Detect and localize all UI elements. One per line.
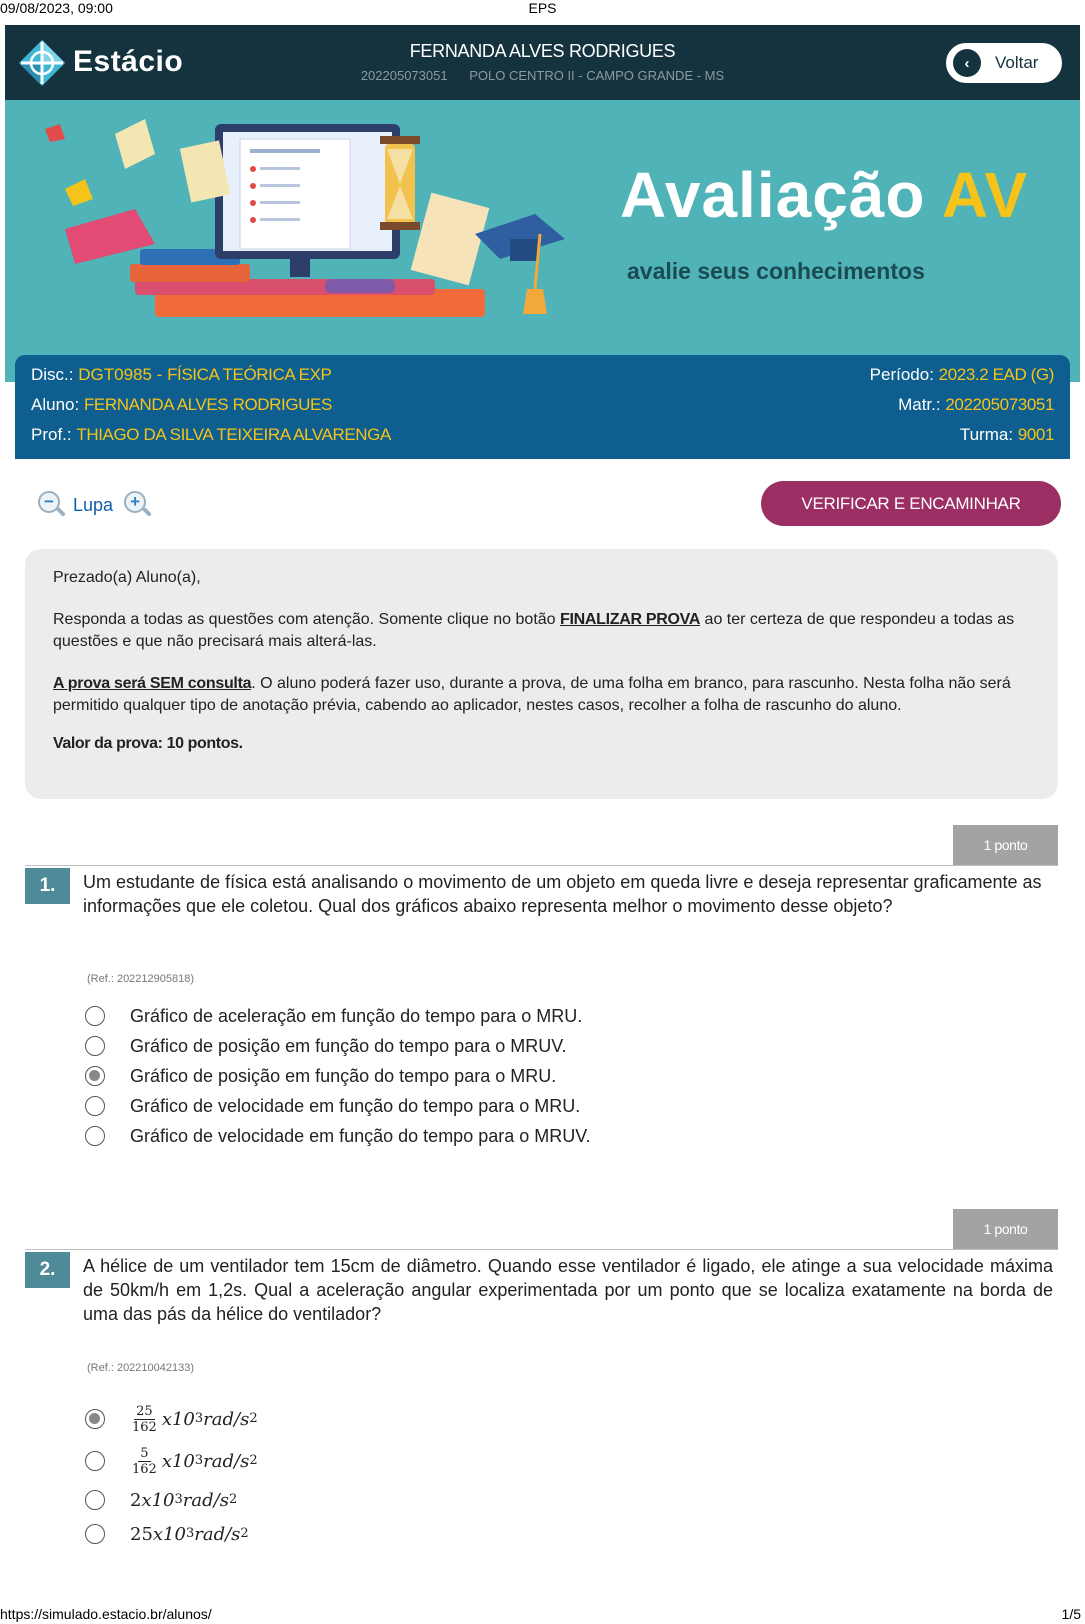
question-ref: (Ref.: 202210042133)	[87, 1362, 195, 1374]
question-1	[25, 825, 1058, 1165]
fraction-denominator: 162	[132, 1419, 157, 1435]
header-meta	[5, 68, 1080, 83]
radio-button[interactable]	[85, 1126, 105, 1146]
aluno-row	[31, 395, 332, 419]
periodo-row	[870, 365, 1054, 389]
print-datetime: 09/08/2023, 09:00	[0, 0, 113, 16]
question-ref: (Ref.: 202212905818)	[87, 973, 195, 985]
fraction-numerator: 5	[140, 1445, 149, 1461]
radio-button-selected[interactable]	[85, 1409, 105, 1429]
question-text: Um estudante de física está analisando o movimento de um objeto em queda livre e deseja representar graficamente as informações que ele coletou. Qual dos gráficos abaixo representa melhor o movimento desse objeto?	[83, 872, 1042, 916]
radio-button-selected[interactable]	[85, 1066, 105, 1086]
disc-row	[31, 365, 332, 389]
periodo-value: 2023.2 EAD (G)	[938, 365, 1054, 384]
radio-button[interactable]	[85, 1490, 105, 1510]
print-url: https://simulado.estacio.br/alunos/	[0, 1606, 212, 1622]
answer-option[interactable]	[85, 1441, 258, 1481]
matr-label: Matr.:	[898, 395, 941, 414]
answer-option[interactable]	[85, 1122, 591, 1150]
sem-consulta-text: A prova será SEM consulta	[53, 675, 252, 692]
hero-banner	[5, 100, 1080, 382]
question-divider	[25, 1249, 1058, 1250]
question-points: 1 ponto	[953, 1209, 1058, 1249]
back-button[interactable]	[944, 41, 1064, 85]
user-block	[5, 41, 1080, 83]
hero-title-main: Avaliação	[620, 159, 926, 231]
zoom-out-icon[interactable]: −	[37, 490, 67, 520]
formula-base: x10	[161, 1408, 195, 1430]
radio-button[interactable]	[85, 1036, 105, 1056]
aluno-label: Aluno:	[31, 395, 80, 414]
prof-row	[31, 425, 391, 449]
prof-value: THIAGO DA SILVA TEIXEIRA ALVARENGA	[76, 425, 391, 444]
finalizar-prova-link: FINALIZAR PROVA	[560, 611, 701, 628]
formula-base: x10	[161, 1450, 195, 1472]
fraction-numerator: 25	[136, 1403, 153, 1419]
zoom-in-icon[interactable]: +	[123, 490, 153, 520]
disc-name: FÍSICA TEÓRICA EXP	[167, 365, 332, 384]
option-formula: 25 x10 3 rad/s 2	[130, 1523, 249, 1545]
option-formula: 2 x10 3 rad/s 2	[130, 1489, 238, 1511]
answer-option[interactable]	[85, 1062, 556, 1090]
disc-code: DGT0985 -	[78, 365, 163, 384]
notice-greeting: Prezado(a) Aluno(a),	[53, 569, 201, 586]
header-student-name: FERNANDA ALVES RODRIGUES	[409, 41, 676, 61]
formula-unit: rad/s	[194, 1523, 241, 1545]
question-number: 1.	[25, 868, 70, 904]
lupa-label: Lupa	[73, 494, 114, 515]
magnifier-controls	[37, 490, 153, 520]
print-footer	[0, 1602, 1085, 1624]
option-label: Gráfico de posição em função do tempo para o MRUV.	[130, 1035, 567, 1056]
question-number: 2.	[25, 1252, 70, 1288]
question-text: A hélice de um ventilador tem 15cm de diâmetro. Quando esse ventilador é ligado, ele atinge a sua velocidade máxima de 50km/h em 1,2s. Qual a aceleração angular experimentada por um ponto que se localiza exatamente na borda de uma das pás da hélice do ventilador?	[83, 1256, 1053, 1324]
question-2	[25, 1209, 1058, 1589]
exam-value: Valor da prova: 10 pontos.	[53, 735, 243, 752]
header-matricula: 202205073051	[360, 68, 448, 83]
formula-unit: rad/s	[203, 1450, 250, 1472]
hero-title-accent: AV	[941, 159, 1029, 231]
radio-button[interactable]	[85, 1096, 105, 1116]
exam-illustration-icon	[35, 114, 565, 329]
answer-option[interactable]	[85, 1032, 567, 1060]
question-points: 1 ponto	[953, 825, 1058, 865]
formula-coefficient: 2	[130, 1489, 142, 1511]
turma-row	[960, 425, 1054, 449]
radio-button[interactable]	[85, 1524, 105, 1544]
hero-title	[620, 158, 1028, 232]
instructions-panel	[25, 549, 1058, 799]
formula-base: x10	[152, 1523, 186, 1545]
option-label: Gráfico de aceleração em função do tempo para o MRU.	[130, 1005, 583, 1026]
prof-label: Prof.:	[31, 425, 72, 444]
option-label: Gráfico de posição em função do tempo para o MRU.	[130, 1065, 557, 1086]
hero-subtitle: avalie seus conhecimentos	[627, 258, 925, 284]
aluno-value: FERNANDA ALVES RODRIGUES	[83, 395, 332, 414]
option-label: Gráfico de velocidade em função do tempo para o MRU.	[130, 1095, 581, 1116]
notice-p1-text-end: ao ter certeza de que respondeu a todas as questões e que não precisará mais alterá-las.	[53, 611, 1015, 650]
option-formula: $\frac{25}{162}$ x10 3 rad/s 2	[132, 1403, 258, 1435]
estacio-logo-text: Estácio	[73, 45, 184, 78]
answer-option[interactable]	[85, 1517, 249, 1551]
notice-paragraph-2	[53, 673, 1030, 717]
disc-label: Disc.:	[31, 365, 74, 384]
turma-value: 9001	[1017, 425, 1054, 444]
periodo-label: Período:	[869, 365, 934, 384]
option-label: Gráfico de velocidade em função do tempo para o MRUV.	[130, 1125, 591, 1146]
turma-label: Turma:	[959, 425, 1014, 444]
matr-row	[898, 395, 1054, 419]
matr-value: 202205073051	[945, 395, 1054, 414]
notice-paragraph-1	[53, 609, 1030, 653]
fraction-denominator: 162	[132, 1461, 157, 1477]
exam-info-band	[15, 355, 1070, 459]
answer-option[interactable]	[85, 1092, 580, 1120]
answer-option[interactable]	[85, 1002, 582, 1030]
option-formula: $\frac{5}{162}$ x10 3 rad/s 2	[132, 1445, 258, 1477]
formula-unit: rad/s	[182, 1489, 229, 1511]
notice-p2-text: . O aluno poderá fazer uso, durante a prova, de uma folha em branco, para rascunho. Nesta folha não será permitido qualquer tipo de anotação prévia, cabendo ao aplicador, nestes casos, recolher a folha de rascunho do aluno.	[53, 675, 1011, 714]
back-button-label: Voltar	[995, 53, 1039, 72]
print-title: EPS	[528, 0, 557, 16]
answer-option[interactable]	[85, 1483, 237, 1517]
header-polo: POLO CENTRO II - CAMPO GRANDE - MS	[469, 68, 725, 83]
answer-option[interactable]	[85, 1399, 258, 1439]
question-divider	[25, 865, 1058, 866]
radio-button[interactable]	[85, 1006, 105, 1026]
formula-unit: rad/s	[203, 1408, 250, 1430]
formula-coefficient: 25	[130, 1523, 153, 1545]
print-page-number: 1/5	[1061, 1606, 1081, 1622]
verify-submit-button[interactable]: VERIFICAR E ENCAMINHAR	[761, 481, 1061, 526]
notice-p1-text: Responda a todas as questões com atenção. Somente clique no botão	[53, 611, 561, 628]
top-bar	[5, 25, 1080, 100]
formula-base: x10	[141, 1489, 175, 1511]
radio-button[interactable]	[85, 1451, 105, 1471]
chevron-left-icon: ‹	[953, 49, 981, 77]
print-header	[0, 0, 1085, 24]
